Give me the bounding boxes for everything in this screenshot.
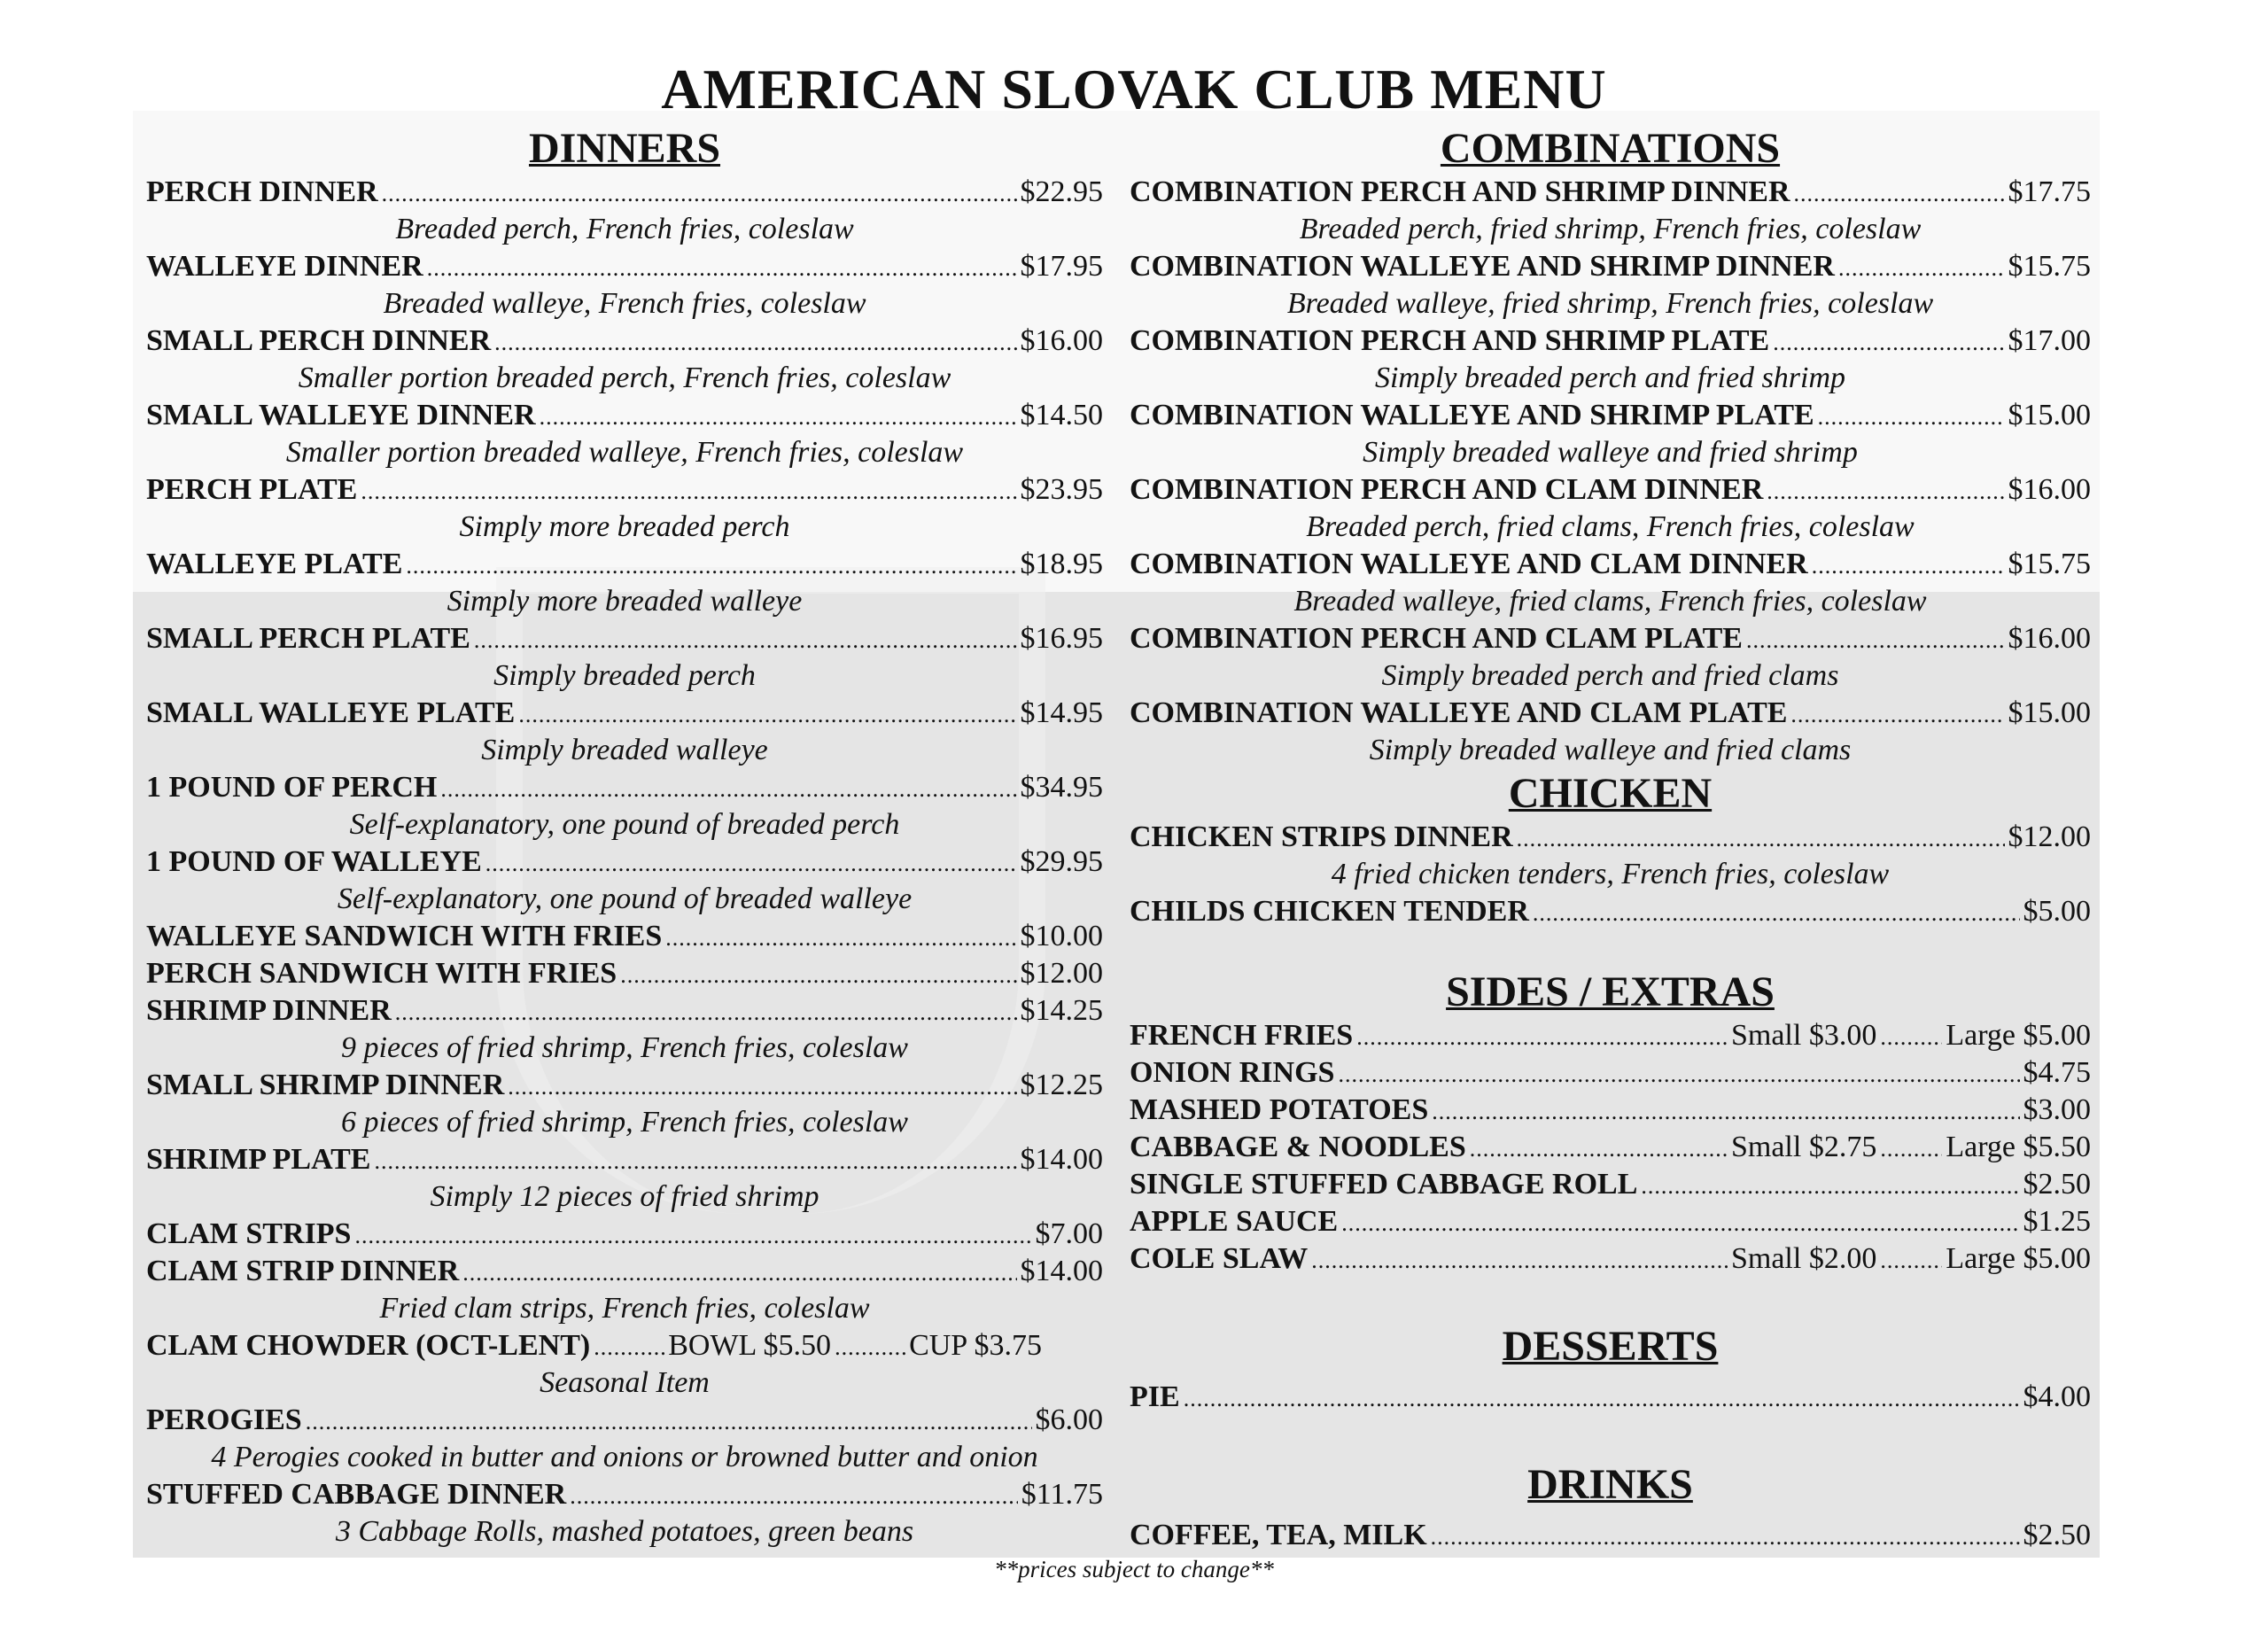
menu-item	[1130, 695, 2091, 732]
item-description: Seasonal Item	[540, 1366, 710, 1399]
item-name: WALLEYE PLATE	[146, 548, 403, 580]
item-description: 6 pieces of fried shrimp, French fries, coleslaw	[341, 1106, 908, 1139]
item-price: $18.95	[1020, 548, 1103, 580]
item-price: $14.00	[1020, 1143, 1103, 1176]
menu-item-clam-chowder	[146, 1327, 1103, 1364]
item-name: SMALL WALLEYE PLATE	[146, 696, 516, 729]
item-description: Simply breaded perch and fried clams	[1381, 659, 1839, 692]
menu-item	[146, 546, 1103, 583]
large-price: Large $5.50	[1946, 1131, 2091, 1163]
item-price: $29.95	[1020, 845, 1103, 878]
item-description: Smaller portion breaded perch, French fries, coleslaw	[298, 361, 951, 394]
item-name: CABBAGE & NOODLES	[1130, 1131, 1466, 1163]
dot-leader	[485, 843, 1017, 882]
item-name: CLAM STRIPS	[146, 1217, 352, 1250]
dot-leader	[508, 1067, 1016, 1106]
menu-item	[1130, 1129, 2091, 1166]
menu-title: AMERICAN SLOVAK CLUB MENU	[661, 58, 1607, 120]
menu-item	[1130, 546, 2091, 583]
small-price: Small $3.00	[1730, 1019, 1877, 1052]
item-price: $16.00	[2008, 622, 2091, 655]
item-price: $16.00	[2008, 473, 2091, 506]
menu-item	[1130, 1379, 2091, 1416]
sides-heading: SIDES / EXTRAS	[1446, 968, 1775, 1015]
item-name: COMBINATION WALLEYE AND SHRIMP DINNER	[1130, 250, 1835, 283]
menu-item	[1130, 1166, 2091, 1203]
menu-item	[146, 769, 1103, 806]
menu-item	[1130, 1092, 2091, 1129]
desserts-list	[1130, 1379, 2091, 1416]
menu-item	[146, 1253, 1103, 1290]
dot-leader	[361, 471, 1016, 510]
item-name: PIE	[1130, 1380, 1180, 1413]
item-price: $15.75	[2008, 250, 2091, 283]
dot-leader	[474, 620, 1017, 659]
dot-leader	[1356, 1017, 1728, 1056]
dot-leader	[518, 695, 1016, 734]
menu-item	[1130, 893, 2091, 930]
item-price: $15.00	[2008, 696, 2091, 729]
menu-item	[146, 323, 1103, 360]
menu-item	[1130, 323, 2091, 360]
drinks-heading: DRINKS	[1527, 1461, 1693, 1508]
dot-leader	[1470, 1129, 1728, 1168]
item-description: Self-explanatory, one pound of breaded perch	[349, 808, 900, 841]
item-description: 4 fried chicken tenders, French fries, coleslaw	[1331, 858, 1890, 890]
sides-list	[1130, 1017, 2091, 1278]
item-name: 1 POUND OF WALLEYE	[146, 845, 482, 878]
item-description: Breaded perch, fried shrimp, French fries, coleslaw	[1299, 213, 1922, 245]
menu-item	[146, 1216, 1103, 1253]
item-description: Simply more breaded perch	[459, 510, 790, 543]
item-price: $14.50	[1020, 399, 1103, 431]
dot-leader	[1641, 1166, 2019, 1205]
dot-leader	[1432, 1092, 2019, 1131]
item-price: $22.95	[1020, 175, 1103, 208]
menu-item	[146, 1067, 1103, 1104]
item-description: Simply 12 pieces of fried shrimp	[430, 1180, 819, 1213]
bowl-price: BOWL $5.50	[668, 1329, 832, 1362]
dot-leader	[462, 1253, 1016, 1292]
item-name: CHICKEN STRIPS DINNER	[1130, 820, 1513, 853]
combinations-heading: COMBINATIONS	[1440, 125, 1781, 172]
dot-leader	[1431, 1517, 2020, 1556]
dot-leader	[1341, 1203, 2019, 1242]
desserts-heading: DESSERTS	[1502, 1323, 1719, 1370]
menu-item	[146, 955, 1103, 992]
item-price: $3.00	[2023, 1093, 2091, 1126]
dinners-after-list	[146, 1402, 1103, 1551]
item-price: $2.50	[2023, 1168, 2091, 1201]
dot-leader	[1790, 695, 2004, 734]
item-price: $12.00	[2008, 820, 2091, 853]
dot-leader	[1184, 1379, 2020, 1418]
item-name: APPLE SAUCE	[1130, 1205, 1339, 1238]
item-name: STUFFED CABBAGE DINNER	[146, 1478, 567, 1511]
item-price: $11.75	[1021, 1478, 1103, 1511]
item-description: Breaded walleye, French fries, coleslaw	[383, 287, 866, 320]
menu-item	[1130, 471, 2091, 509]
price-disclaimer: **prices subject to change**	[994, 1556, 1274, 1582]
menu-item	[146, 1141, 1103, 1178]
item-name: SMALL SHRIMP DINNER	[146, 1069, 505, 1101]
item-description: Breaded perch, fried clams, French fries, coleslaw	[1306, 510, 1915, 543]
large-price: Large $5.00	[1946, 1242, 2091, 1275]
menu-item	[146, 471, 1103, 509]
item-name: COFFEE, TEA, MILK	[1130, 1519, 1427, 1551]
item-price: $2.50	[2023, 1519, 2091, 1551]
menu-item	[1130, 174, 2091, 211]
drinks-list	[1130, 1517, 2091, 1554]
item-price: $16.00	[1020, 324, 1103, 357]
item-price: $14.95	[1020, 696, 1103, 729]
item-name: CLAM STRIP DINNER	[146, 1255, 460, 1287]
menu-item	[1130, 1517, 2091, 1554]
dot-leader	[1767, 471, 2004, 510]
item-price: $17.00	[2008, 324, 2091, 357]
item-name: SHRIMP DINNER	[146, 994, 392, 1027]
menu-item	[146, 248, 1103, 285]
item-price: $14.25	[1020, 994, 1103, 1027]
dot-leader	[1880, 1240, 1942, 1279]
item-name: COMBINATION WALLEYE AND CLAM PLATE	[1130, 696, 1788, 729]
item-price: $6.00	[1035, 1403, 1103, 1436]
chicken-list	[1130, 819, 2091, 930]
item-name: SMALL WALLEYE DINNER	[146, 399, 536, 431]
item-description: Simply more breaded walleye	[447, 585, 803, 618]
dot-leader	[1517, 819, 2005, 858]
dinners-column	[146, 124, 1103, 1551]
item-description: Fried clam strips, French fries, coleslaw	[379, 1292, 870, 1325]
item-description: Simply breaded walleye	[481, 734, 768, 766]
item-price: $15.00	[2008, 399, 2091, 431]
dinners-list	[146, 174, 1103, 1327]
dot-leader	[406, 546, 1016, 585]
dot-leader	[427, 248, 1017, 287]
item-name: MASHED POTATOES	[1130, 1093, 1429, 1126]
item-name: SMALL PERCH PLATE	[146, 622, 470, 655]
dinners-heading: DINNERS	[528, 125, 721, 172]
dot-leader	[374, 1141, 1016, 1180]
item-price: $5.00	[2023, 895, 2091, 928]
dot-leader	[306, 1402, 1032, 1441]
dot-leader	[382, 174, 1017, 213]
item-description: 4 Perogies cooked in butter and onions or browned butter and onion	[211, 1441, 1038, 1473]
menu-item	[1130, 397, 2091, 434]
menu-item	[146, 174, 1103, 211]
menu-item	[1130, 1240, 2091, 1278]
item-price: $23.95	[1020, 473, 1103, 506]
menu-item	[1130, 1203, 2091, 1240]
dot-leader	[494, 323, 1016, 361]
item-name: PERCH SANDWICH WITH FRIES	[146, 957, 617, 990]
menu-item	[146, 918, 1103, 955]
item-name: WALLEYE DINNER	[146, 250, 423, 283]
dot-leader	[570, 1476, 1018, 1515]
dot-leader	[1794, 174, 2005, 213]
dot-leader	[395, 992, 1017, 1031]
dot-leader	[1880, 1017, 1942, 1056]
item-description: Breaded walleye, fried shrimp, French fries, coleslaw	[1286, 287, 1934, 320]
dot-leader	[1818, 397, 2005, 436]
item-name: COMBINATION PERCH AND SHRIMP PLATE	[1130, 324, 1770, 357]
dot-leader	[440, 769, 1016, 808]
item-description: 3 Cabbage Rolls, mashed potatoes, green beans	[335, 1515, 914, 1548]
dot-leader	[354, 1216, 1031, 1255]
item-price: $12.00	[1020, 957, 1103, 990]
item-description: Simply breaded walleye and fried shrimp	[1363, 436, 1858, 469]
dot-leader	[1812, 546, 2005, 585]
item-description: Simply breaded walleye and fried clams	[1369, 734, 1852, 766]
item-name: COLE SLAW	[1130, 1242, 1309, 1275]
item-price: $4.00	[2023, 1380, 2091, 1413]
chicken-heading: CHICKEN	[1508, 770, 1713, 817]
menu-item	[146, 620, 1103, 657]
item-description: Breaded walleye, fried clams, French fries, coleslaw	[1293, 585, 1927, 618]
item-price: $16.95	[1020, 622, 1103, 655]
item-description: Smaller portion breaded walleye, French fries, coleslaw	[285, 436, 964, 469]
item-name: COMBINATION PERCH AND CLAM DINNER	[1130, 473, 1764, 506]
item-name: WALLEYE SANDWICH WITH FRIES	[146, 920, 663, 952]
menu-item	[146, 1402, 1103, 1439]
item-name: CHILDS CHICKEN TENDER	[1130, 895, 1529, 928]
item-price: $1.25	[2023, 1205, 2091, 1238]
large-price: Large $5.00	[1946, 1019, 2091, 1052]
item-price: $14.00	[1020, 1255, 1103, 1287]
dot-leader	[1311, 1240, 1728, 1279]
combinations-list	[1130, 174, 2091, 769]
menu-item	[1130, 819, 2091, 856]
dot-leader	[1338, 1054, 2019, 1093]
menu-item	[1130, 620, 2091, 657]
item-name: SINGLE STUFFED CABBAGE ROLL	[1130, 1168, 1638, 1201]
item-description: 9 pieces of fried shrimp, French fries, coleslaw	[341, 1031, 908, 1064]
item-name: COMBINATION PERCH AND CLAM PLATE	[1130, 622, 1743, 655]
cup-price: CUP $3.75	[909, 1329, 1042, 1362]
menu-item	[1130, 248, 2091, 285]
dot-leader	[1533, 893, 2020, 932]
right-column	[1130, 124, 2091, 1554]
item-name: COMBINATION PERCH AND SHRIMP DINNER	[1130, 175, 1790, 208]
item-price: $17.75	[2008, 175, 2091, 208]
item-name: SHRIMP PLATE	[146, 1143, 371, 1176]
dot-leader	[1746, 620, 2005, 659]
item-price: $15.75	[2008, 548, 2091, 580]
small-price: Small $2.75	[1730, 1131, 1877, 1163]
small-price: Small $2.00	[1730, 1242, 1877, 1275]
dot-leader	[1880, 1129, 1942, 1168]
item-name: CLAM CHOWDER (OCT-LENT)	[146, 1329, 591, 1362]
item-name: 1 POUND OF PERCH	[146, 771, 438, 804]
item-description: Simply breaded perch	[493, 659, 756, 692]
dot-leader	[540, 397, 1017, 436]
menu-item	[146, 843, 1103, 881]
item-name: PERCH PLATE	[146, 473, 358, 506]
item-description: Self-explanatory, one pound of breaded walleye	[337, 882, 913, 915]
item-price: $7.00	[1035, 1217, 1103, 1250]
item-description: Simply breaded perch and fried shrimp	[1374, 361, 1846, 394]
item-price: $17.95	[1020, 250, 1103, 283]
item-name: PEROGIES	[146, 1403, 302, 1436]
menu-item	[1130, 1017, 2091, 1054]
dot-leader	[1773, 323, 2004, 361]
dot-leader	[665, 918, 1016, 957]
item-price: $34.95	[1020, 771, 1103, 804]
item-description: Breaded perch, French fries, coleslaw	[395, 213, 854, 245]
item-price: $10.00	[1020, 920, 1103, 952]
item-name: FRENCH FRIES	[1130, 1019, 1354, 1052]
item-name: COMBINATION WALLEYE AND CLAM DINNER	[1130, 548, 1808, 580]
dot-leader	[1838, 248, 2005, 287]
menu-item	[146, 397, 1103, 434]
menu-item	[146, 992, 1103, 1030]
menu-item	[146, 1476, 1103, 1513]
menu-item	[146, 695, 1103, 732]
item-price: $12.25	[1020, 1069, 1103, 1101]
menu-item	[1130, 1054, 2091, 1092]
item-name: COMBINATION WALLEYE AND SHRIMP PLATE	[1130, 399, 1814, 431]
item-name: ONION RINGS	[1130, 1056, 1335, 1089]
item-name: SMALL PERCH DINNER	[146, 324, 492, 357]
item-name: PERCH DINNER	[146, 175, 378, 208]
item-price: $4.75	[2023, 1056, 2091, 1089]
dot-leader	[620, 955, 1016, 994]
